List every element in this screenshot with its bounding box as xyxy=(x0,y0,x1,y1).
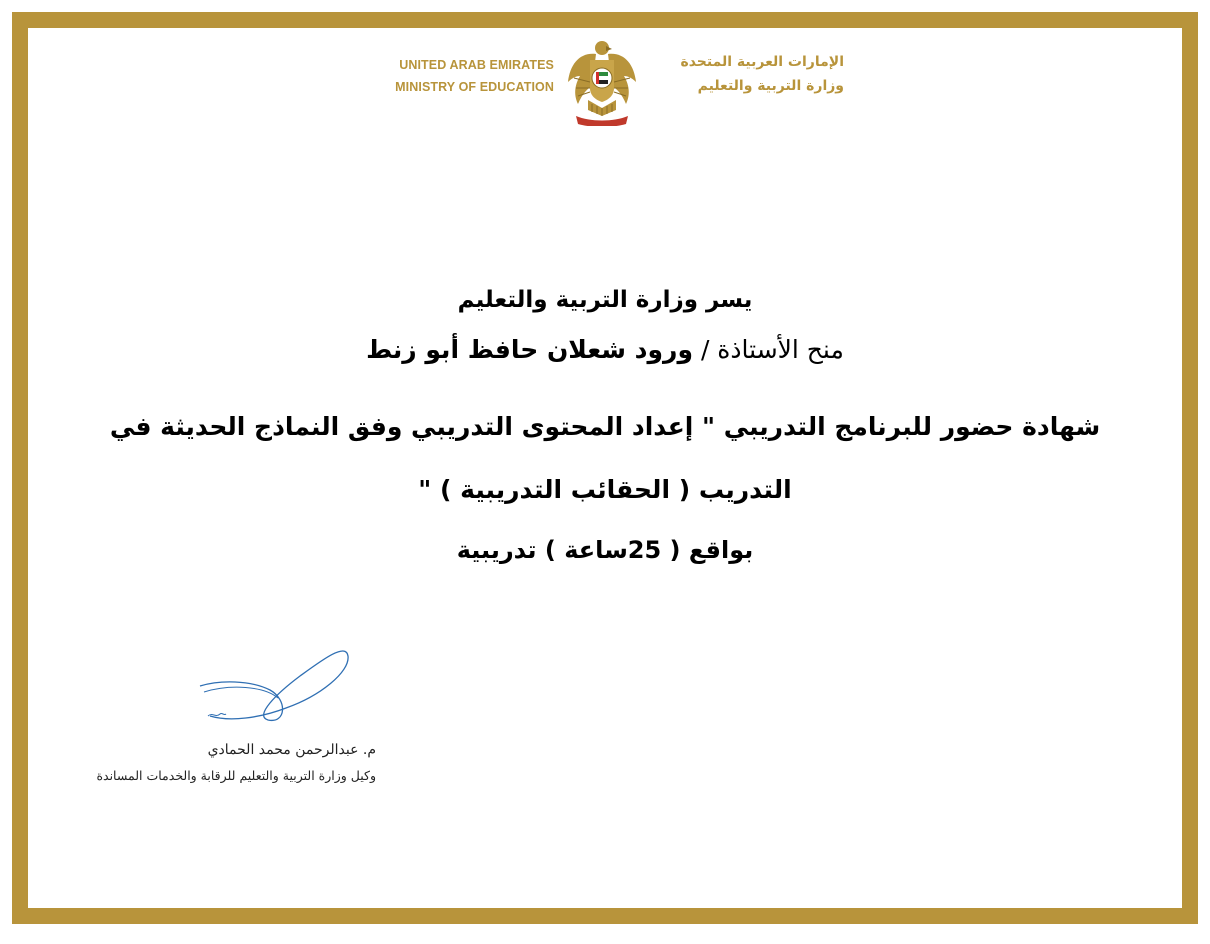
award-line xyxy=(60,335,1150,364)
ministry-name-english xyxy=(358,54,554,98)
signatory-name: م. عبدالرحمن محمد الحمادي xyxy=(207,742,376,758)
ministry-name-english-line: MINISTRY OF EDUCATION xyxy=(395,80,554,94)
program-title-line-1: شهادة حضور للبرنامج التدريبي " إعداد المحتوى التدريبي وفق النماذج الحديثة في xyxy=(109,412,1101,441)
country-name-english: UNITED ARAB EMIRATES xyxy=(399,58,554,72)
ministry-name-arabic xyxy=(644,50,844,98)
award-prefix: منح الأستاذة / xyxy=(700,335,844,364)
certificate-intro: يسر وزارة التربية والتعليم xyxy=(457,287,753,313)
program-title-line-2: التدريب ( الحقائب التدريبية ) " xyxy=(418,475,792,504)
country-name-arabic: الإمارات العربية المتحدة xyxy=(680,54,844,70)
recipient-name: ورود شعلان حافظ أبو زنط xyxy=(366,335,693,364)
handwritten-signature-icon xyxy=(190,632,360,744)
training-hours: بواقع ( 25ساعة ) تدريبية xyxy=(456,536,754,564)
certificate-border xyxy=(12,12,1198,924)
signatory-title: وكيل وزارة التربية والتعليم للرقابة والخدمات المساندة xyxy=(96,768,376,783)
ministry-name-arabic-line: وزارة التربية والتعليم xyxy=(697,78,844,94)
uae-falcon-emblem-icon xyxy=(566,38,638,126)
